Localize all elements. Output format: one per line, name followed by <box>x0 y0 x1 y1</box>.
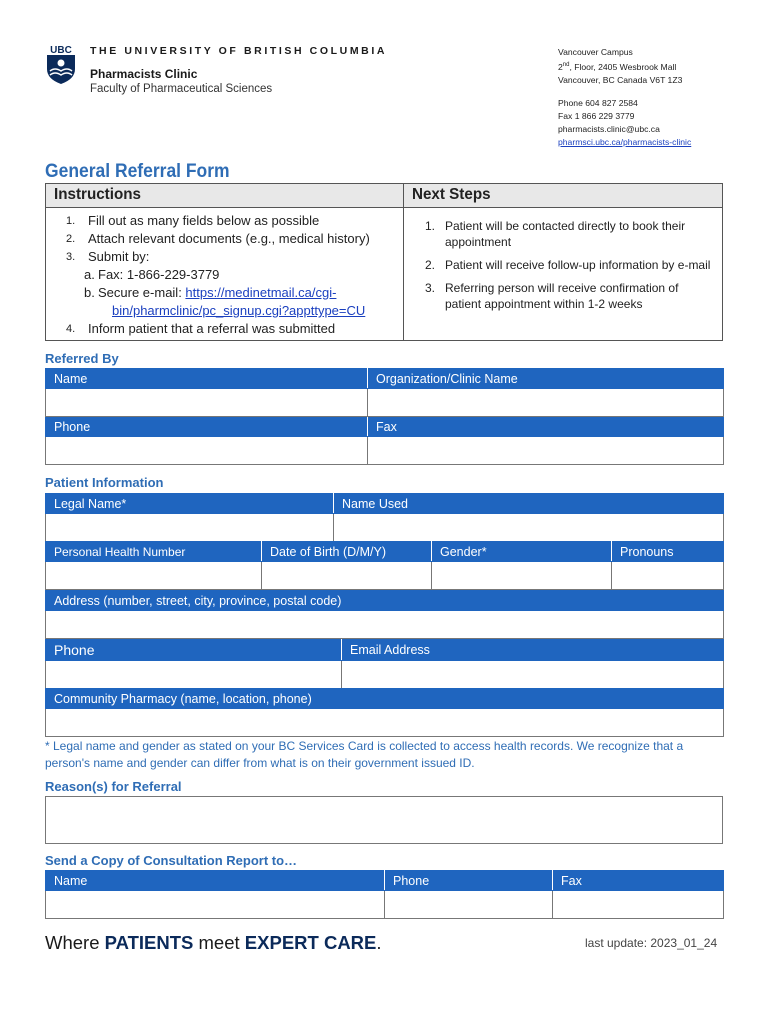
list-item: 3. Referring person will receive confirmation of patient appointment within 1-2 weeks <box>425 281 679 311</box>
dob-field[interactable] <box>262 562 432 590</box>
copy-name-label: Name <box>46 871 385 891</box>
referred-by-label: Referred By <box>45 351 119 366</box>
next-steps-heading: Next Steps <box>404 184 722 208</box>
list-item: 1. Patient will be contacted directly to book their appointment <box>425 219 686 249</box>
university-name: THE UNIVERSITY OF BRITISH COLUMBIA <box>90 45 388 57</box>
list-item: b. Secure e-mail: https://medinetmail.ca/cgi- <box>84 285 337 300</box>
address-line-2: Vancouver, BC Canada V6T 1Z3 <box>558 74 683 85</box>
patient-info-label: Patient Information <box>45 475 164 490</box>
referrer-name-label: Name <box>46 369 368 389</box>
referrer-phone-label: Phone <box>46 417 368 437</box>
referrer-fax-field[interactable] <box>368 437 724 465</box>
list-item: 3. Submit by: <box>66 249 150 264</box>
pharmacy-field[interactable] <box>46 709 724 737</box>
copy-phone-label: Phone <box>385 871 553 891</box>
address-field[interactable] <box>46 611 724 639</box>
referrer-fax-label: Fax <box>368 417 724 437</box>
address-label: Address (number, street, city, province, postal code) <box>46 591 724 611</box>
reason-label: Reason(s) for Referral <box>45 779 182 794</box>
contact-phone: Phone 604 827 2584 <box>558 97 638 108</box>
faculty-name: Faculty of Pharmaceutical Sciences <box>90 83 273 95</box>
secure-email-link[interactable]: https://medinetmail.ca/cgi- <box>185 285 337 300</box>
copy-fax-label: Fax <box>553 871 724 891</box>
phn-label: Personal Health Number <box>46 542 262 562</box>
legal-name-field[interactable] <box>46 514 334 542</box>
copy-fax-field[interactable] <box>553 891 724 919</box>
email-field[interactable] <box>342 661 724 689</box>
patient-name-table <box>45 493 724 542</box>
reason-field[interactable] <box>45 796 723 844</box>
contact-fax: Fax 1 866 229 3779 <box>558 110 635 121</box>
copy-name-field[interactable] <box>46 891 385 919</box>
referrer-phone-field[interactable] <box>46 437 368 465</box>
contact-email[interactable]: pharmacists.clinic@ubc.ca <box>558 123 660 134</box>
instructions-list <box>56 212 401 338</box>
secure-email-link-cont[interactable]: bin/pharmclinic/pc_signup.cgi?appttype=CU <box>112 303 366 318</box>
email-label: Email Address <box>342 640 724 661</box>
patient-address-table <box>45 590 724 639</box>
name-used-field[interactable] <box>334 514 724 542</box>
send-copy-label: Send a Copy of Consultation Report to… <box>45 853 298 868</box>
campus: Vancouver Campus <box>558 47 633 57</box>
list-item: 1. Fill out as many fields below as possible <box>66 213 320 228</box>
pharmacy-table <box>45 688 724 737</box>
send-copy-table <box>45 870 724 919</box>
patient-id-table <box>45 541 724 590</box>
clinic-name: Pharmacists Clinic <box>90 67 198 81</box>
website-link[interactable]: pharmsci.ubc.ca/pharmacists-clinic <box>558 136 692 147</box>
list-item: 2. Attach relevant documents (e.g., medical history) <box>66 231 370 246</box>
list-item: a. Fax: 1-866-229-3779 <box>84 267 220 282</box>
organization-field[interactable] <box>368 389 724 417</box>
gender-label: Gender* <box>432 542 612 562</box>
patient-phone-field[interactable] <box>46 661 342 689</box>
list-item: 2. Patient will receive follow-up information by e-mail <box>425 258 711 272</box>
pharmacy-label: Community Pharmacy (name, location, phone) <box>46 689 724 709</box>
last-update: last update: 2023_01_24 <box>585 936 718 950</box>
list-item: 4. Inform patient that a referral was submitted <box>66 321 336 336</box>
list-item <box>56 302 401 320</box>
svg-text:UBC: UBC <box>50 45 72 56</box>
name-used-label: Name Used <box>334 494 724 514</box>
organization-label: Organization/Clinic Name <box>368 369 724 389</box>
contact-block <box>558 46 758 149</box>
tagline: Where PATIENTS meet EXPERT CARE. <box>45 932 382 953</box>
referred-by-table <box>45 368 724 465</box>
instructions-box <box>45 183 723 341</box>
legal-name-footnote: * Legal name and gender as stated on your BC Services Card is collected to access health records. We recognize that a person's name and gender can differ from what is on their government issued ID. <box>45 739 684 770</box>
dob-label: Date of Birth (D/M/Y) <box>262 542 432 562</box>
patient-contact-table <box>45 639 724 689</box>
phn-field[interactable] <box>46 562 262 590</box>
instructions-heading: Instructions <box>46 184 404 208</box>
legal-name-label: Legal Name* <box>46 494 334 514</box>
pronouns-field[interactable] <box>612 562 724 590</box>
copy-phone-field[interactable] <box>385 891 553 919</box>
pronouns-label: Pronouns <box>612 542 724 562</box>
next-steps-list <box>411 218 716 319</box>
gender-field[interactable] <box>432 562 612 590</box>
address-line-1: 2nd, Floor, 2405 Wesbrook Mall <box>558 61 677 72</box>
form-title: General Referral Form <box>45 161 230 182</box>
referrer-name-field[interactable] <box>46 389 368 417</box>
ubc-logo <box>45 43 77 85</box>
patient-phone-label: Phone <box>46 640 342 661</box>
